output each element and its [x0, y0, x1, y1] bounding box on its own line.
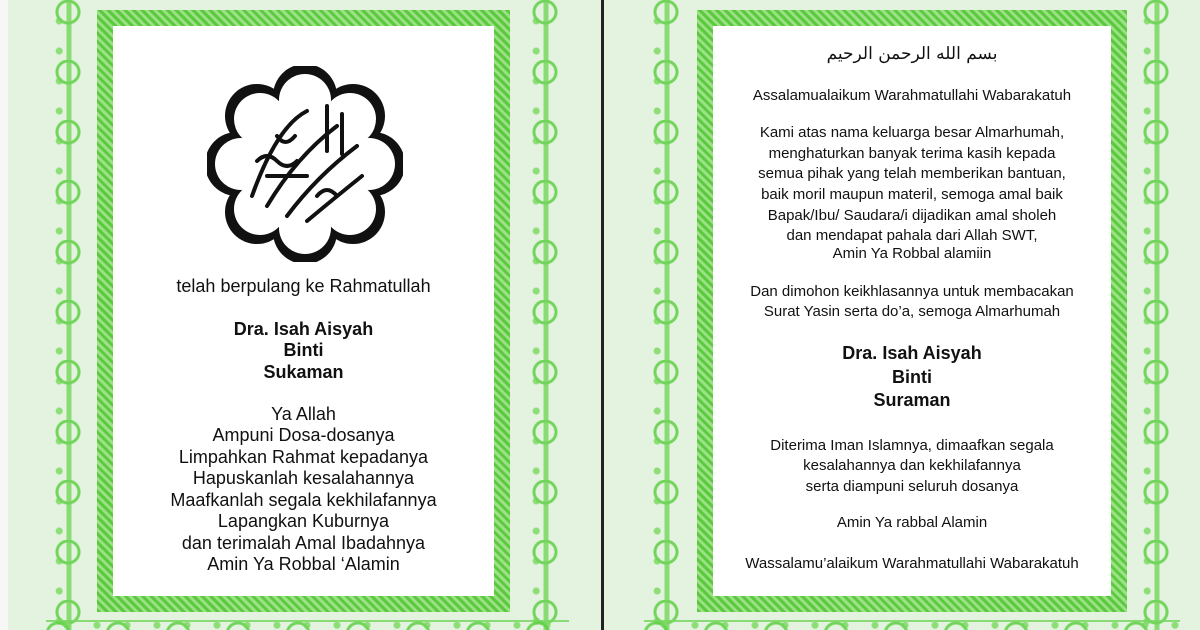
prayer-line: Ya Allah [271, 404, 336, 424]
left-page [8, 0, 601, 630]
content-area [713, 26, 1111, 596]
deceased-name: Dra. Isah Aisyah [233, 319, 374, 339]
floral-border-bottom [46, 612, 569, 630]
prayer-line: Lapangkan Kuburnya [217, 511, 390, 531]
prayer-line: dan terimalah Amal Ibadahnya [181, 533, 426, 553]
floral-border-bottom [644, 612, 1180, 630]
prayer-line: Hapuskanlah kesalahannya [192, 468, 415, 488]
deceased-father: Suraman [873, 390, 951, 410]
arabic-calligraphy-emblem [207, 66, 403, 262]
intro-text: telah berpulang ke Rahmatullah [176, 276, 431, 296]
thanks-line: Bapak/Ibu/ Saudara/i dijadikan amal sholeh [767, 207, 1057, 224]
prayer-line: serta diampuni seluruh dosanya [805, 478, 1019, 495]
thanks-line: Amin Ya Robbal alamiin [832, 245, 992, 262]
thanks-line: dan mendapat pahala dari Allah SWT, [786, 227, 1038, 244]
thanks-line: baik moril maupun materil, semoga amal baik [761, 186, 1063, 203]
thanks-line: semua pihak yang telah memberikan bantuan, [758, 165, 1066, 182]
deceased-binti: Binti [892, 367, 932, 387]
prayer-line: kesalahannya dan kekhilafannya [803, 457, 1021, 474]
prayer-line: Amin Ya Robbal ‘Alamin [207, 554, 400, 574]
deceased-father: Sukaman [263, 362, 344, 382]
content-area [113, 26, 494, 596]
prayer-line: Diterima Iman Islamnya, dimaafkan segala [770, 437, 1054, 454]
floral-border-left [644, 0, 690, 630]
deceased-name: Dra. Isah Aisyah [842, 343, 982, 363]
amin-line: Amin Ya rabbal Alamin [836, 514, 988, 531]
prayer-line: Maafkanlah segala kekhilafannya [170, 490, 437, 510]
right-page [604, 0, 1200, 630]
thanks-line: Kami atas nama keluarga besar Almarhumah, [759, 124, 1065, 141]
bismillah-calligraphy: بسم الله الرحمن الرحيم [826, 44, 998, 64]
prayer-line: Limpahkan Rahmat kepadanya [178, 447, 429, 467]
thanks-line: menghaturkan banyak terima kasih kepada [768, 145, 1056, 162]
deceased-binti: Binti [283, 340, 324, 360]
closing-greeting: Wassalamu’alaikum Warahmatullahi Wabarakatuh [745, 555, 1079, 572]
prayer-line: Ampuni Dosa-dosanya [212, 425, 395, 445]
request-line: Surat Yasin serta do’a, semoga Almarhumah [763, 303, 1061, 320]
floral-border-left [46, 0, 92, 630]
floral-border-right [1134, 0, 1180, 630]
greeting: Assalamualaikum Warahmatullahi Wabarakatuh [752, 87, 1072, 104]
floral-border-right [523, 0, 569, 630]
request-line: Dan dimohon keikhlasannya untuk membacakan [750, 283, 1074, 300]
